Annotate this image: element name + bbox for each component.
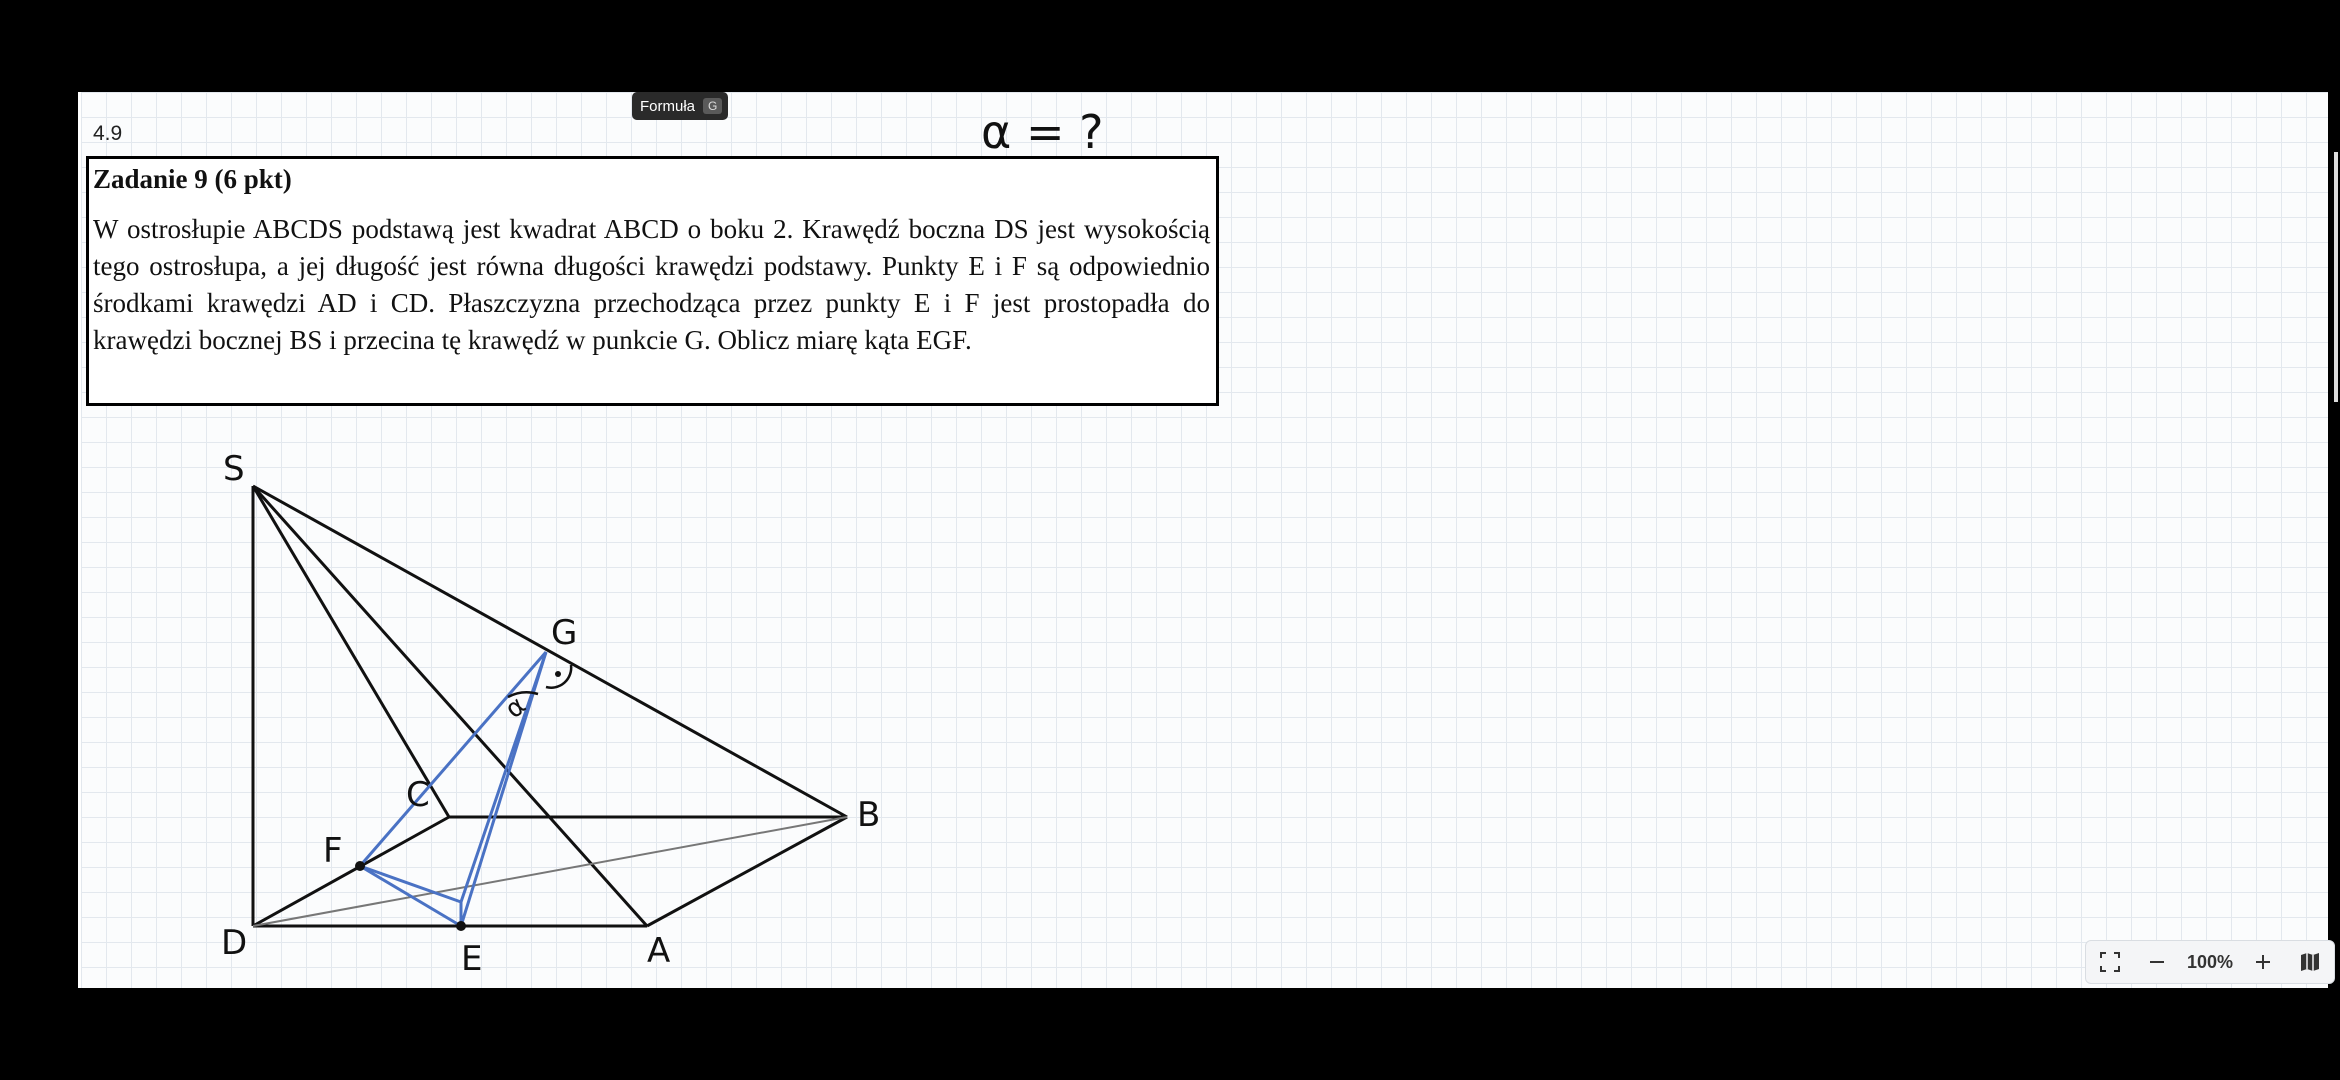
point-f [355,861,365,871]
formula-shortcut: G [703,98,722,114]
page-label: 4.9 [93,122,123,145]
point-e [456,921,466,931]
label-f: F [323,831,343,871]
right-angle-dot [555,671,561,677]
scrollbar[interactable] [2334,152,2338,402]
edge-sa [253,486,647,926]
point-labels [221,449,880,979]
label-a: A [647,931,671,971]
fit-screen-icon[interactable] [2092,944,2128,980]
pyramid-drawing [81,92,2331,988]
minus-icon[interactable] [2139,944,2175,980]
zoom-toolbar [2085,940,2335,984]
edge-ab [647,817,847,926]
label-s: S [223,449,245,489]
task-text: W ostrosłupie ABCDS podstawą jest kwadrat ABCD o boku 2. Krawędź boczna DS jest wysokością tego ostrosłupa, a jej długość jest równa długości krawędzi podstawy. Punkty E i F są odpowiednio środkami krawędzi AD i CD. Płaszczyzna przechodząca przez punkty E i F jest prostopadła do krawędzi bocznej BS i przecina tę krawędź w punkcie G. Oblicz miarę kąta EGF. [93,214,1210,355]
right-edge [2328,92,2340,988]
formula-label: Formuła [640,97,696,115]
zoom-level: 100% [2186,951,2233,972]
map-icon[interactable] [2292,944,2328,980]
label-e: E [461,939,483,979]
label-g: G [551,613,578,653]
label-c: C [406,775,430,815]
plus-icon[interactable] [2245,944,2281,980]
label-b: B [857,795,881,835]
edge-sb [253,486,847,817]
whiteboard-canvas[interactable] [78,92,2331,988]
label-d: D [221,923,248,963]
edge-sc [253,486,449,817]
edge-dc [253,817,449,926]
task-title: Zadanie 9 (6 pkt) [93,164,292,194]
label-alpha: α [499,690,532,725]
line-fg [360,652,546,866]
formula-button[interactable] [632,92,728,120]
alpha-question: α = ? [981,105,1104,159]
